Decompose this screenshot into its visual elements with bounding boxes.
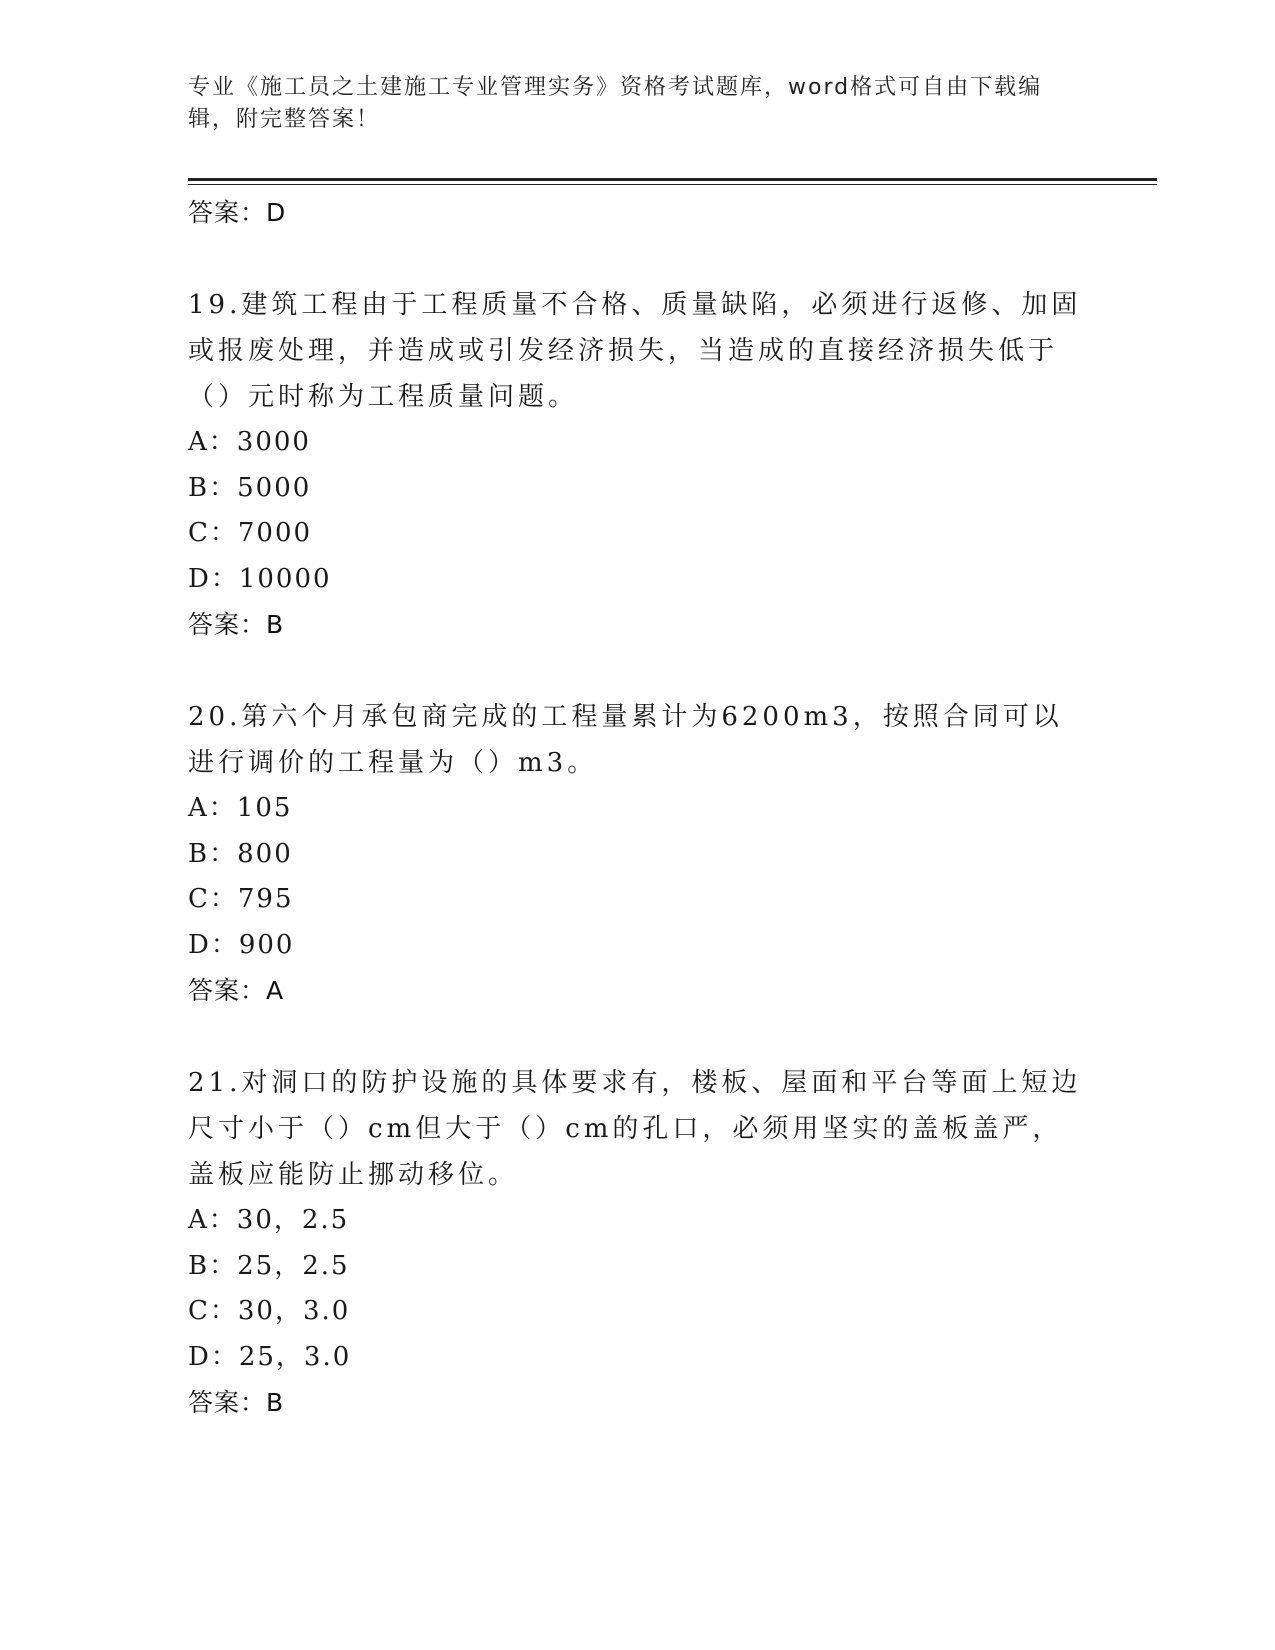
option-d: D：900 — [188, 929, 295, 960]
option-d: D：25，3.0 — [188, 1341, 352, 1372]
option-c: C：795 — [188, 884, 294, 914]
answer-line: 答案：B — [188, 610, 285, 639]
spacer — [188, 1014, 1088, 1060]
answer-line: 答案：A — [188, 976, 285, 1005]
option-c: C：7000 — [188, 518, 313, 548]
question-stem: 21.对洞口的防护设施的具体要求有，楼板、屋面和平台等面上短边尺寸小于（）cm但大于（）cm的孔口，必须用坚实的盖板盖严，盖板应能防止挪动移位。 — [188, 1068, 1082, 1190]
option-b: B：5000 — [188, 472, 312, 503]
question-stem: 19.建筑工程由于工程质量不合格、质量缺陷，必须进行返修、加固或报废处理，并造成或引发经济损失，当造成的直接经济损失低于（）元时称为工程质量问题。 — [188, 290, 1082, 412]
spacer — [188, 648, 1088, 694]
question-20 — [188, 694, 1088, 1014]
spacer — [188, 236, 1088, 282]
page-header: 专业《施工员之土建施工专业管理实务》资格考试题库，word格式可自由下载编辑，附完整答案！ — [188, 75, 1043, 132]
option-b: B：800 — [188, 838, 293, 869]
header-rule-thick — [188, 178, 1157, 181]
answer-line: 答案：B — [188, 1388, 285, 1417]
option-a: A：3000 — [188, 427, 311, 457]
answer-line: 答案：D — [188, 198, 287, 227]
option-a: A：30，2.5 — [188, 1205, 350, 1235]
question-21 — [188, 1060, 1088, 1426]
question-stem: 20.第六个月承包商完成的工程量累计为6200m3，按照合同可以进行调价的工程量为（）m3。 — [188, 702, 1063, 778]
header-rule-thin — [188, 184, 1157, 185]
option-d: D：10000 — [188, 563, 332, 594]
question-19 — [188, 282, 1088, 648]
option-c: C：30，3.0 — [188, 1296, 351, 1326]
option-a: A：105 — [188, 793, 293, 823]
question-list — [188, 190, 1088, 1426]
option-b: B：25，2.5 — [188, 1250, 350, 1281]
